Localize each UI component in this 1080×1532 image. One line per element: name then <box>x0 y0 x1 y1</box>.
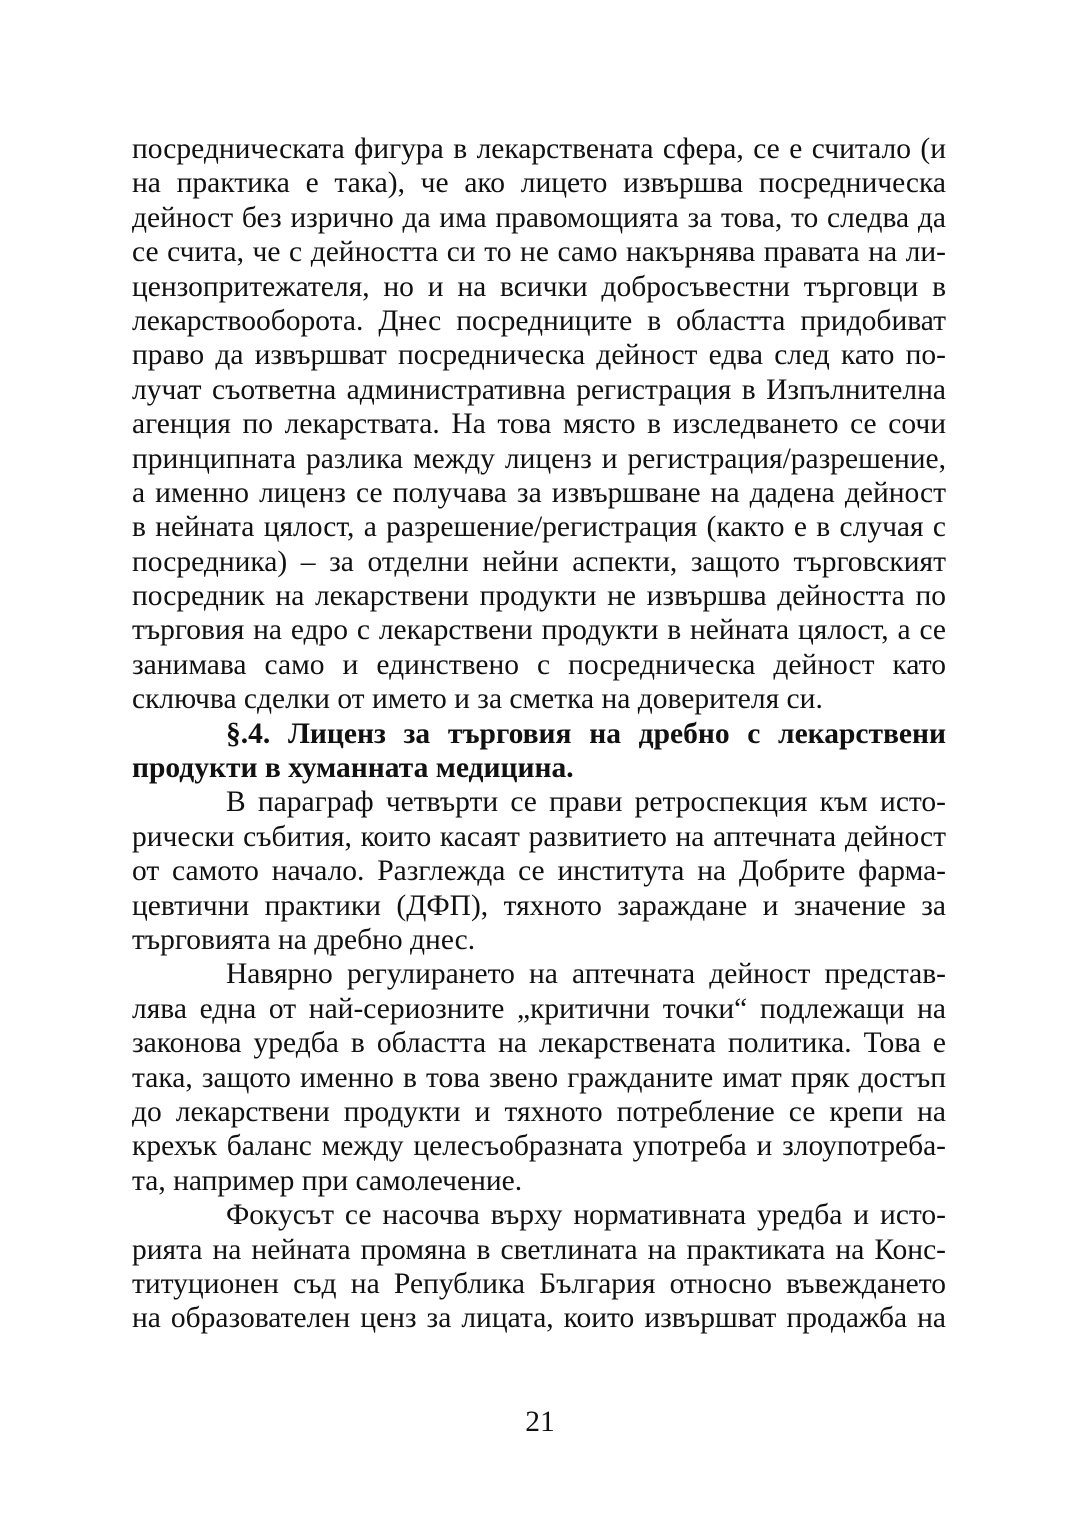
body-paragraph <box>132 957 946 1198</box>
text-line: на практика е така), че ако лицето извършва посредническа <box>132 167 946 200</box>
text-line: сключва сделки от името и за сметка на доверителя си. <box>132 683 823 716</box>
text-line: лява една от най-сериозните „критични точки“ подлежащи на <box>132 992 946 1025</box>
body-paragraph <box>132 1198 946 1336</box>
text-line: лучат съответна административна регистрация в Изпълнителна <box>132 373 946 406</box>
body-paragraph <box>132 132 946 717</box>
text-line: титуционен съд на Република България относно въвеждането <box>132 1267 946 1300</box>
text-line: занимава само и единствено с посредническа дейност като <box>132 648 946 681</box>
text-line: дейност без изрично да има правомощията за това, то следва да <box>132 201 946 234</box>
text-line: се счита, че с дейността си то не само накърнява правата на ли- <box>132 236 946 269</box>
text-line: до лекарствени продукти и тяхното потребление се крепи на <box>132 1095 946 1128</box>
text-line: търговия на едро с лекарствени продукти в нейната цялост, а се <box>132 614 946 647</box>
text-line: посредника) – за отделни нейни аспекти, защото търговският <box>132 545 946 578</box>
text-line: рията на нейната промяна в светлината на практиката на Конс- <box>132 1233 946 1266</box>
text-line: право да извършват посредническа дейност едва след като по- <box>132 339 946 372</box>
text-line: Фокусът се насочва върху нормативната уредба и исто- <box>226 1199 946 1232</box>
section-heading <box>132 717 946 786</box>
text-line: посредническата фигура в лекарствената сфера, се е считало (и <box>132 133 946 165</box>
text-line: §.4. Лиценз за търговия на дребно с лекарствени <box>226 717 946 750</box>
text-line: лекарствооборота. Днес посредниците в областта придобиват <box>132 304 946 337</box>
text-line: продукти в хуманната медицина. <box>132 752 574 785</box>
text-line: посредник на лекарствени продукти не извършва дейността по <box>132 580 946 613</box>
text-line: крехък баланс между целесъобразната употреба и злоупотреба- <box>132 1130 946 1163</box>
text-line: така, защото именно в това звено гражданите имат пряк достъп <box>132 1061 946 1094</box>
text-line: принципната разлика между лиценз и регистрация/разрешение, <box>132 442 946 475</box>
text-line: законова уредба в областта на лекарствената политика. Това е <box>132 1027 946 1060</box>
text-line: цевтични практики (ДФП), тяхното зараждане и значение за <box>132 889 946 922</box>
text-line: В параграф четвърти се прави ретроспекция към исто- <box>226 786 946 819</box>
text-line: Навярно регулирането на аптечната дейност представ- <box>226 958 946 991</box>
text-line: търговията на дребно днес. <box>132 923 476 956</box>
page-body <box>132 132 946 1336</box>
text-line: агенция по лекарствата. На това място в изследването се сочи <box>132 408 946 441</box>
text-line: рически събития, които касаят развитието на аптечната дейност <box>132 820 946 853</box>
body-paragraph <box>132 785 946 957</box>
text-line: на образователен ценз за лицата, които извършват продажба на <box>132 1302 946 1335</box>
text-line: в нейната цялост, а разрешение/регистрация (както е в случая с <box>132 511 946 544</box>
text-line: а именно лиценз се получава за извършване на дадена дейност <box>132 476 946 509</box>
page-number: 21 <box>525 1406 555 1438</box>
text-line: цензопритежателя, но и на всички добросъвестни търговци в <box>132 270 946 303</box>
text-line: та, например при самолечение. <box>132 1164 523 1197</box>
text-line: от самото начало. Разглежда се института на Добрите фарма- <box>132 855 946 888</box>
